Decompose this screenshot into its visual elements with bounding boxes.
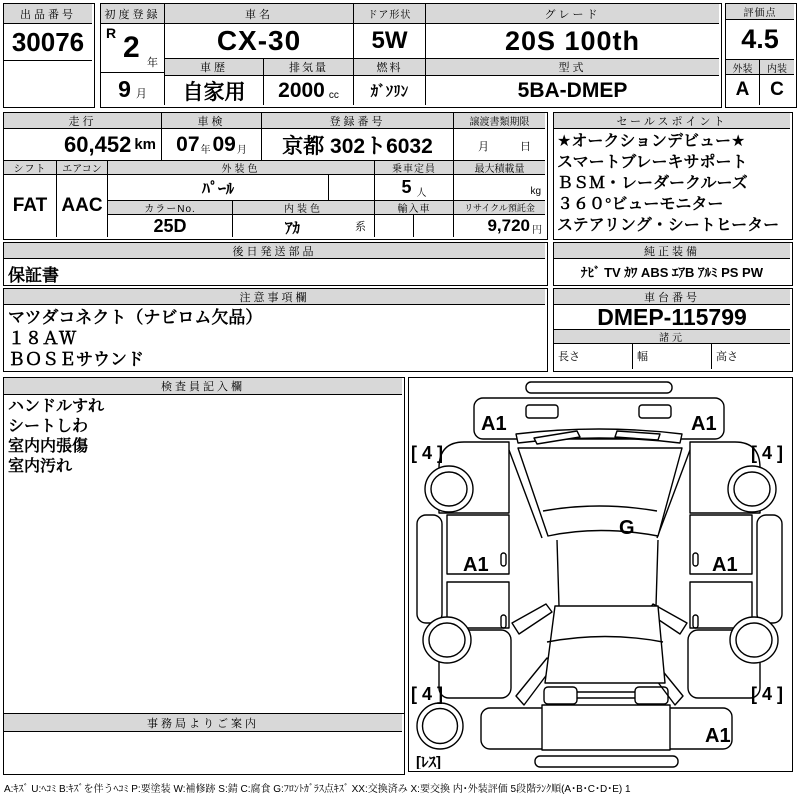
registration-year: 2 — [123, 31, 140, 64]
dimension-height-label: 高さ — [716, 351, 738, 363]
score-panel — [725, 3, 797, 108]
interior-color-unit: 系 — [355, 221, 366, 233]
cabin-side-right — [656, 540, 658, 606]
interior-color-label: 内装色 — [233, 201, 375, 215]
taillight-bar — [577, 692, 635, 698]
car-name-value: CX-30 — [165, 24, 354, 59]
transfer-deadline-cell — [454, 129, 545, 161]
recycle-fee-value: 9,720 — [487, 216, 530, 235]
inspection-month: 09 — [212, 132, 236, 156]
registration-year-unit: 年 — [147, 57, 158, 69]
registration-month-unit: 月 — [135, 88, 147, 100]
auction-number-empty-cell — [4, 61, 92, 105]
equipment-items: ﾅﾋﾞ TV ｶﾜ ABS ｴｱB ｱﾙﾐ PS PW — [580, 264, 763, 280]
sales-points-label: セールスポイント — [554, 113, 790, 129]
fuel-label: 燃料 — [354, 59, 426, 76]
headlight-washer-right — [639, 405, 671, 418]
car-name-label: 車名 — [165, 4, 354, 24]
inspection-label: 車検 — [162, 113, 262, 129]
rear-window — [545, 606, 665, 683]
equipment-panel — [553, 242, 793, 286]
first-registration-label: 初度登録 — [101, 4, 165, 24]
door-shape-label: ドア形状 — [354, 4, 426, 24]
grade-label: グレード — [426, 4, 719, 24]
headlight-washer-left — [526, 405, 558, 418]
aircon-value: AAC — [57, 175, 108, 237]
interior-color-value: ｱｶ — [285, 220, 301, 237]
inspector-label: 検査員記入欄 — [4, 378, 402, 395]
later-parts-panel — [3, 242, 548, 286]
inspector-line: 室内汚れ — [8, 458, 73, 475]
front-wheel-right — [728, 466, 776, 512]
notes-panel — [3, 288, 548, 372]
first-registration-month-cell — [101, 73, 165, 105]
history-value: 自家用 — [165, 76, 264, 105]
inspector-line: ハンドルすれ — [8, 398, 105, 415]
exterior-grade-value: A — [726, 75, 760, 105]
inspector-panel — [3, 377, 405, 715]
sales-point-line: ★オークションデビュー★ — [557, 133, 746, 150]
shift-value: FAT — [4, 175, 57, 237]
specs-panel — [3, 112, 548, 240]
capacity-value: 5 — [401, 177, 412, 197]
recycle-fee-unit: 円 — [532, 225, 542, 236]
damage-mark-label: G — [619, 517, 635, 539]
sales-point-line: ３６０°ビューモニター — [557, 196, 724, 213]
color-no-value: 25D — [108, 215, 233, 237]
dimension-width-cell — [633, 344, 712, 369]
inspection-month-unit: 月 — [236, 145, 247, 156]
note-line: マツダコネクト（ナビロム欠品） — [8, 308, 263, 327]
damage-mark-label: A1 — [712, 554, 738, 576]
later-parts-label: 後日発送部品 — [4, 243, 545, 259]
transfer-day-unit: 日 — [520, 141, 531, 153]
vehicle-header-panel — [100, 3, 722, 108]
model-code-label: 型式 — [426, 59, 719, 76]
door-handle-front-left — [501, 553, 506, 566]
office-info-panel — [3, 713, 405, 775]
fuel-value: ｶﾞｿﾘﾝ — [354, 76, 426, 105]
inspection-year-unit: 年 — [200, 145, 211, 156]
damage-mark-label: [ 4 ] — [751, 443, 784, 463]
rear-wheel-left — [423, 617, 471, 663]
grade-value: 20S 100th — [426, 24, 719, 59]
interior-color-cell — [233, 215, 375, 237]
max-load-label: 最大積載量 — [454, 161, 545, 175]
exterior-color-extra-cell — [329, 175, 375, 201]
dimension-length-label: 長さ — [558, 351, 580, 363]
color-no-label: カラーNo. — [108, 201, 233, 215]
first-registration-year-cell — [101, 24, 165, 73]
taillight-left — [544, 687, 577, 704]
later-parts-value: 保証書 — [8, 266, 59, 283]
dimension-height-cell — [712, 344, 790, 369]
c-pillar-left — [512, 604, 552, 634]
auction-number-panel — [3, 3, 95, 108]
exterior-grade-label: 外装 — [726, 60, 760, 75]
door-handle-rear-right — [693, 615, 698, 628]
office-info-content — [4, 732, 402, 772]
capacity-unit: 人 — [416, 187, 427, 199]
aircon-label: エアコン — [57, 161, 108, 175]
tailgate-lower — [542, 705, 670, 750]
shift-label: シフト — [4, 161, 57, 175]
mileage-label: 走行 — [4, 113, 162, 129]
exterior-color-value: ﾊﾟｰﾙ — [108, 175, 329, 201]
exterior-color-label: 外装色 — [108, 161, 375, 175]
side-sill-right — [757, 515, 782, 623]
damage-mark-label: A1 — [691, 413, 717, 435]
displacement-unit: cc — [328, 89, 339, 101]
damage-mark-label: [ 4 ] — [411, 684, 444, 704]
max-load-unit: kg — [530, 186, 541, 197]
sales-points-panel — [553, 112, 793, 240]
interior-grade-label: 内装 — [760, 60, 794, 75]
damage-mark-label: A1 — [463, 554, 489, 576]
windshield — [518, 448, 682, 536]
transfer-deadline-label: 譲渡書類期限 — [454, 113, 545, 129]
recycle-fee-label: リサイクル預託金 — [454, 201, 545, 215]
recycle-fee-cell — [454, 215, 545, 237]
registration-month: 9 — [118, 75, 131, 102]
car-diagram — [409, 378, 790, 769]
sales-points-list — [554, 129, 790, 237]
chassis-panel — [553, 288, 793, 372]
plate-label: 登録番号 — [262, 113, 454, 129]
rear-bumper-lip — [535, 756, 678, 767]
damage-mark-label: [ﾚｽ] — [416, 754, 441, 769]
displacement-value-cell — [264, 76, 354, 105]
notes-label: 注意事項欄 — [4, 289, 545, 305]
notes-list — [4, 305, 545, 369]
sales-point-line: スマートブレーキサポート — [557, 154, 748, 171]
history-label: 車歴 — [165, 59, 264, 76]
office-info-label: 事務局よりご案内 — [4, 714, 402, 732]
rear-wheel-right — [730, 617, 778, 663]
import-label: 輸入車 — [375, 201, 454, 215]
cabin-side-left — [557, 540, 559, 606]
registration-era: R — [106, 25, 117, 41]
dimensions-label: 諸元 — [554, 330, 790, 344]
inspector-line: 室内内張傷 — [8, 438, 89, 455]
interior-grade-value: C — [770, 79, 784, 100]
car-diagram-panel — [408, 377, 793, 772]
displacement-label: 排気量 — [264, 59, 354, 76]
dimension-width-label: 幅 — [637, 351, 648, 363]
dimension-length-cell — [554, 344, 633, 369]
plate-value: 京都 302ト6032 — [262, 129, 454, 161]
front-wheel-left — [425, 466, 473, 512]
door-shape-value: 5W — [354, 24, 426, 59]
max-load-cell — [454, 175, 545, 201]
chassis-label: 車台番号 — [554, 289, 790, 305]
auction-number-value: 30076 — [4, 24, 92, 61]
import-cell-2 — [414, 215, 454, 237]
capacity-label: 乗車定員 — [375, 161, 454, 175]
note-line: ＢＯＳＥサウンド — [8, 350, 144, 369]
score-value: 4.5 — [726, 20, 794, 60]
inspector-list — [4, 395, 402, 712]
damage-mark-label: [ 4 ] — [751, 684, 784, 704]
displacement-value: 2000 — [278, 78, 325, 102]
note-line: １８ＡＷ — [8, 329, 76, 348]
chassis-value: DMEP-115799 — [554, 305, 790, 330]
capacity-cell — [375, 175, 454, 201]
score-label: 評価点 — [726, 4, 794, 20]
damage-mark-label: A1 — [705, 725, 731, 747]
inspection-year: 07 — [176, 132, 200, 156]
sales-point-line: ＢＳＭ・レーダークルーズ — [557, 175, 748, 192]
spare-tire — [417, 703, 463, 749]
side-sill-left — [417, 515, 442, 623]
mileage-cell — [4, 129, 162, 161]
inspector-line: シートしわ — [8, 418, 89, 435]
front-bumper-lip — [526, 382, 672, 393]
damage-mark-label: [ 4 ] — [411, 443, 444, 463]
door-handle-front-right — [693, 553, 698, 566]
mileage-value: 60,452 — [64, 131, 132, 157]
equipment-label: 純正装備 — [554, 243, 790, 259]
auction-number-label: 出品番号 — [4, 4, 92, 24]
sales-point-line: ステアリング・シートヒーター — [557, 217, 780, 234]
legend-text: A:ｷｽﾞ U:ﾍｺﾐ B:ｷｽﾞを伴うﾍｺﾐ P:要塗装 W:補修跡 S:錆 C:腐食 G:ﾌﾛﾝﾄｶﾞﾗｽ点ｷｽﾞ XX:交換済み X:要交換 内･外装評価 5段階ﾗﾝｸ順(A･B･C･D･E) 1 — [4, 784, 631, 795]
model-code-value: 5BA-DMEP — [517, 78, 628, 102]
damage-mark-label: A1 — [481, 413, 507, 435]
transfer-month-unit: 月 — [478, 141, 489, 153]
inspection-cell — [162, 129, 262, 161]
door-handle-rear-left — [501, 615, 506, 628]
import-cell-1 — [375, 215, 414, 237]
mileage-unit: km — [134, 136, 156, 153]
